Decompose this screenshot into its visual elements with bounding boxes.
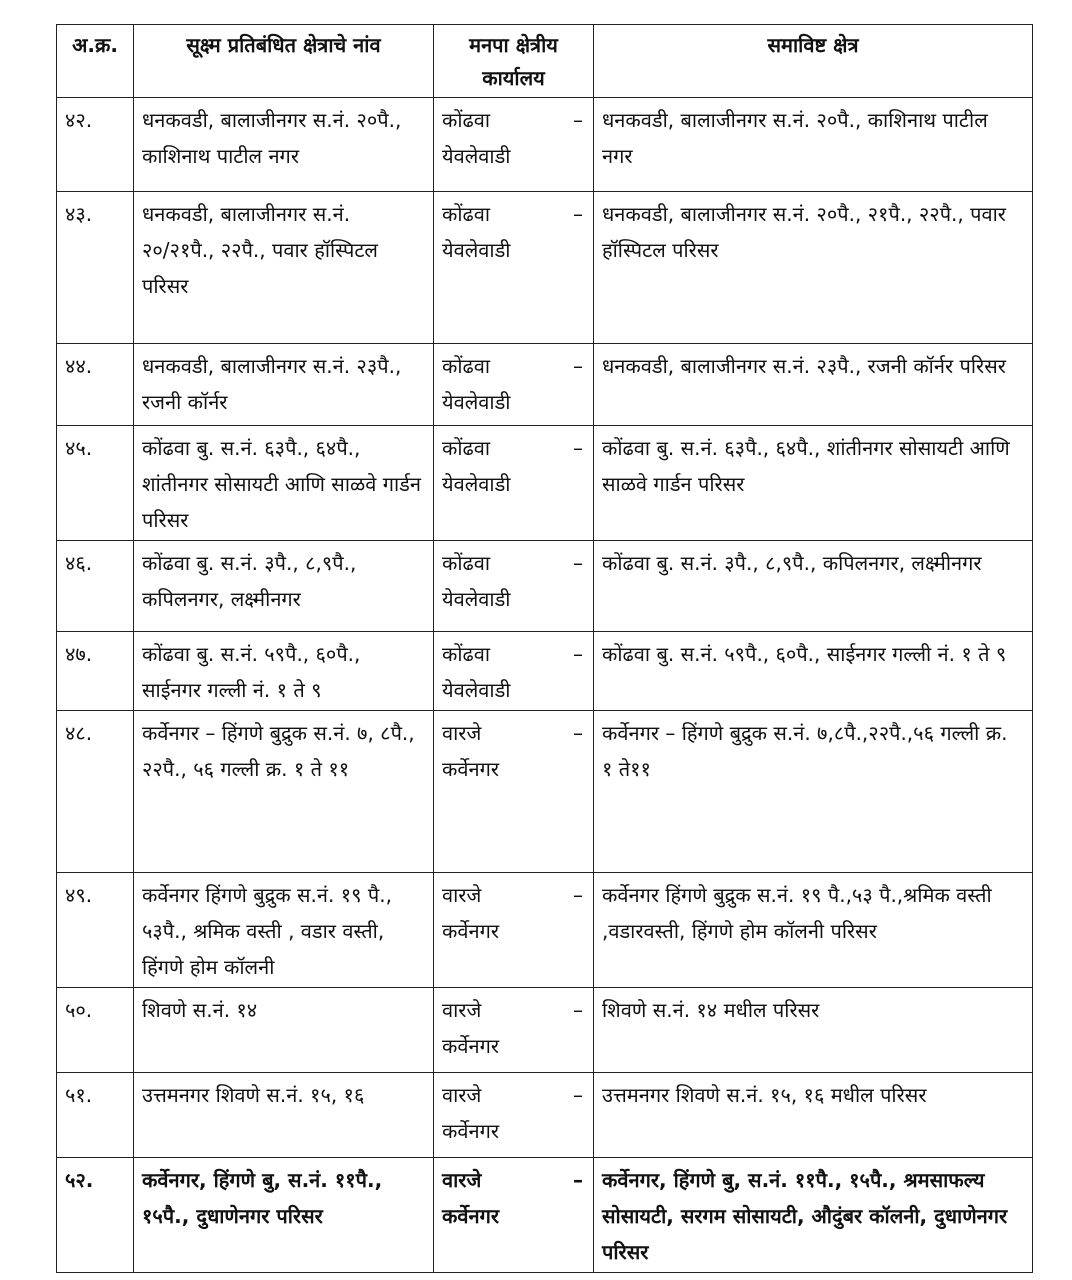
- serial-cell-text: ४८.: [65, 721, 93, 745]
- serial-cell: [57, 711, 134, 873]
- ward-office-cell: [434, 711, 594, 873]
- serial-cell: [57, 632, 134, 711]
- zone-name-cell-text: धनकवडी, बालाजीनगर स.नं. २०/२१पै., २२पै., पवार हॉस्पिटल परिसर: [142, 202, 378, 298]
- ward-office-cell-text: कोंढवा येवलेवाडी: [442, 202, 511, 262]
- serial-cell: [57, 192, 134, 344]
- zone-name-cell: [134, 541, 434, 632]
- ward-office-cell: [434, 1158, 594, 1273]
- serial-cell: [57, 1073, 134, 1158]
- header-zone-name: सूक्ष्म प्रतिबंधित क्षेत्राचे नांव: [134, 25, 434, 98]
- covered-area-cell: [594, 344, 1033, 426]
- serial-cell-text: ५१.: [65, 1083, 93, 1107]
- covered-area-cell: [594, 98, 1033, 192]
- covered-area-cell-text: कोंढवा बु. स.नं. ३पै., ८,९पै., कपिलनगर, लक्ष्मीनगर: [602, 551, 982, 575]
- covered-area-cell: [594, 426, 1033, 541]
- dash-separator: –: [573, 354, 583, 378]
- table-row: [57, 541, 1033, 632]
- zone-name-cell: [134, 98, 434, 192]
- covered-area-cell: [594, 988, 1033, 1073]
- table-row: [57, 988, 1033, 1073]
- zone-name-cell-text: शिवणे स.नं. १४: [142, 998, 258, 1022]
- zone-name-cell: [134, 711, 434, 873]
- zone-name-cell-text: कोंढवा बु. स.नं. ३पै., ८,९पै., कपिलनगर, लक्ष्मीनगर: [142, 551, 357, 611]
- ward-office-cell: [434, 988, 594, 1073]
- dash-separator: –: [573, 1083, 583, 1107]
- ward-office-cell-text: वारजे कर्वेनगर: [442, 883, 500, 943]
- zone-name-cell-text: कर्वेनगर, हिंगणे बु, स.नं. ११पै., १५पै., दुधाणेनगर परिसर: [142, 1168, 383, 1228]
- zone-name-cell-text: कर्वेनगर – हिंगणे बुद्रुक स.नं. ७, ८पै., २२पै., ५६ गल्ली क्र. १ ते ११: [142, 721, 415, 781]
- serial-cell-text: ५०.: [65, 998, 93, 1022]
- covered-area-cell-text: धनकवडी, बालाजीनगर स.नं. २०पै., २१पै., २२पै., पवार हॉस्पिटल परिसर: [602, 202, 1006, 262]
- covered-area-cell-text: कोंढवा बु. स.नं. ६३पै., ६४पै., शांतीनगर सोसायटी आणि साळवे गार्डन परिसर: [602, 436, 1010, 496]
- table-row: [57, 426, 1033, 541]
- dash-separator: –: [573, 998, 583, 1022]
- covered-area-cell-text: धनकवडी, बालाजीनगर स.नं. २०पै., काशिनाथ पाटील नगर: [602, 108, 988, 168]
- table-row: [57, 873, 1033, 988]
- covered-area-cell-text: शिवणे स.नं. १४ मधील परिसर: [602, 998, 820, 1022]
- ward-office-cell: [434, 344, 594, 426]
- dash-separator: –: [573, 721, 583, 745]
- serial-cell: [57, 988, 134, 1073]
- table-header-row: [57, 25, 1033, 98]
- zone-name-cell: [134, 988, 434, 1073]
- ward-office-cell-text: वारजे कर्वेनगर: [442, 721, 500, 781]
- covered-area-cell: [594, 873, 1033, 988]
- header-covered-area: समाविष्ट क्षेत्र: [594, 25, 1033, 98]
- serial-cell: [57, 344, 134, 426]
- covered-area-cell: [594, 541, 1033, 632]
- ward-office-cell: [434, 541, 594, 632]
- table-row: [57, 98, 1033, 192]
- ward-office-cell-text: वारजे कर्वेनगर: [442, 1083, 500, 1143]
- dash-separator: –: [573, 202, 583, 226]
- zone-name-cell: [134, 873, 434, 988]
- serial-cell: [57, 426, 134, 541]
- covered-area-cell: [594, 711, 1033, 873]
- serial-cell-text: ४४.: [65, 354, 93, 378]
- header-ward-office: मनपा क्षेत्रीय कार्यालय: [434, 25, 594, 98]
- zone-name-cell-text: उत्तमनगर शिवणे स.नं. १५, १६: [142, 1083, 365, 1107]
- table-row: [57, 1073, 1033, 1158]
- dash-separator: –: [573, 883, 583, 907]
- covered-area-cell-text: धनकवडी, बालाजीनगर स.नं. २३पै., रजनी कॉर्नर परिसर: [602, 354, 1006, 378]
- ward-office-cell: [434, 192, 594, 344]
- covered-area-cell-text: कर्वेनगर – हिंगणे बुद्रुक स.नं. ७,८पै.,२२पै.,५६ गल्ली क्र. १ ते११: [602, 721, 1008, 781]
- serial-cell: [57, 98, 134, 192]
- covered-area-cell: [594, 1158, 1033, 1273]
- serial-cell: [57, 1158, 134, 1273]
- ward-office-cell: [434, 873, 594, 988]
- ward-office-cell-text: कोंढवा येवलेवाडी: [442, 642, 511, 702]
- zone-name-cell: [134, 1158, 434, 1273]
- zone-name-cell-text: कोंढवा बु. स.नं. ६३पै., ६४पै., शांतीनगर सोसायटी आणि साळवे गार्डन परिसर: [142, 436, 421, 532]
- serial-cell-text: ४९.: [65, 883, 93, 907]
- covered-area-cell-text: कोंढवा बु. स.नं. ५९पै., ६०पै., साईनगर गल्ली नं. १ ते ९: [602, 642, 1007, 666]
- serial-cell-text: ५२.: [65, 1168, 94, 1192]
- table-row: [57, 192, 1033, 344]
- dash-separator: –: [573, 642, 583, 666]
- dash-separator: –: [573, 108, 583, 132]
- serial-cell-text: ४७.: [65, 642, 93, 666]
- ward-office-cell: [434, 426, 594, 541]
- zone-name-cell-text: धनकवडी, बालाजीनगर स.नं. २३पै., रजनी कॉर्नर: [142, 354, 402, 414]
- dash-separator: –: [573, 1168, 583, 1192]
- ward-office-cell: [434, 632, 594, 711]
- zone-name-cell: [134, 192, 434, 344]
- ward-office-cell-text: कोंढवा येवलेवाडी: [442, 436, 511, 496]
- covered-area-cell-text: कर्वेनगर, हिंगणे बु, स.नं. ११पै., १५पै., श्रमसाफल्य सोसायटी, सरगम सोसायटी, औदुंबर कॉलनी, दुधाणेनगर परिसर: [602, 1168, 1008, 1264]
- zone-name-cell-text: कोंढवा बु. स.नं. ५९पै., ६०पै., साईनगर गल्ली नं. १ ते ९: [142, 642, 361, 702]
- table-row: [57, 344, 1033, 426]
- zone-name-cell-text: कर्वेनगर हिंगणे बुद्रुक स.नं. १९ पै., ५३पै., श्रमिक वस्ती , वडार वस्ती, हिंगणे होम कॉलनी: [142, 883, 392, 979]
- dash-separator: –: [573, 436, 583, 460]
- serial-cell-text: ४५.: [65, 436, 93, 460]
- containment-zones-table: [56, 24, 1033, 1273]
- serial-cell-text: ४३.: [65, 202, 93, 226]
- zone-name-cell-text: धनकवडी, बालाजीनगर स.नं. २०पै., काशिनाथ पाटील नगर: [142, 108, 402, 168]
- ward-office-cell-text: वारजे कर्वेनगर: [442, 998, 500, 1058]
- zone-name-cell: [134, 632, 434, 711]
- covered-area-cell: [594, 192, 1033, 344]
- zone-name-cell: [134, 344, 434, 426]
- serial-cell: [57, 541, 134, 632]
- covered-area-cell: [594, 1073, 1033, 1158]
- covered-area-cell-text: उत्तमनगर शिवणे स.नं. १५, १६ मधील परिसर: [602, 1083, 927, 1107]
- ward-office-cell-text: कोंढवा येवलेवाडी: [442, 108, 511, 168]
- serial-cell-text: ४६.: [65, 551, 93, 575]
- dash-separator: –: [573, 551, 583, 575]
- ward-office-cell-text: वारजे कर्वेनगर: [442, 1168, 500, 1228]
- table-row: [57, 711, 1033, 873]
- ward-office-cell-text: कोंढवा येवलेवाडी: [442, 354, 511, 414]
- ward-office-cell-text: कोंढवा येवलेवाडी: [442, 551, 511, 611]
- header-serial: अ.क्र.: [57, 25, 134, 98]
- covered-area-cell-text: कर्वेनगर हिंगणे बुद्रुक स.नं. १९ पै.,५३ पै.,श्रमिक वस्ती ,वडारवस्ती, हिंगणे होम कॉलनी परिसर: [602, 883, 992, 943]
- zone-name-cell: [134, 426, 434, 541]
- zone-name-cell: [134, 1073, 434, 1158]
- table-row: [57, 632, 1033, 711]
- ward-office-cell: [434, 1073, 594, 1158]
- covered-area-cell: [594, 632, 1033, 711]
- ward-office-cell: [434, 98, 594, 192]
- serial-cell-text: ४२.: [65, 108, 93, 132]
- table-row: [57, 1158, 1033, 1273]
- serial-cell: [57, 873, 134, 988]
